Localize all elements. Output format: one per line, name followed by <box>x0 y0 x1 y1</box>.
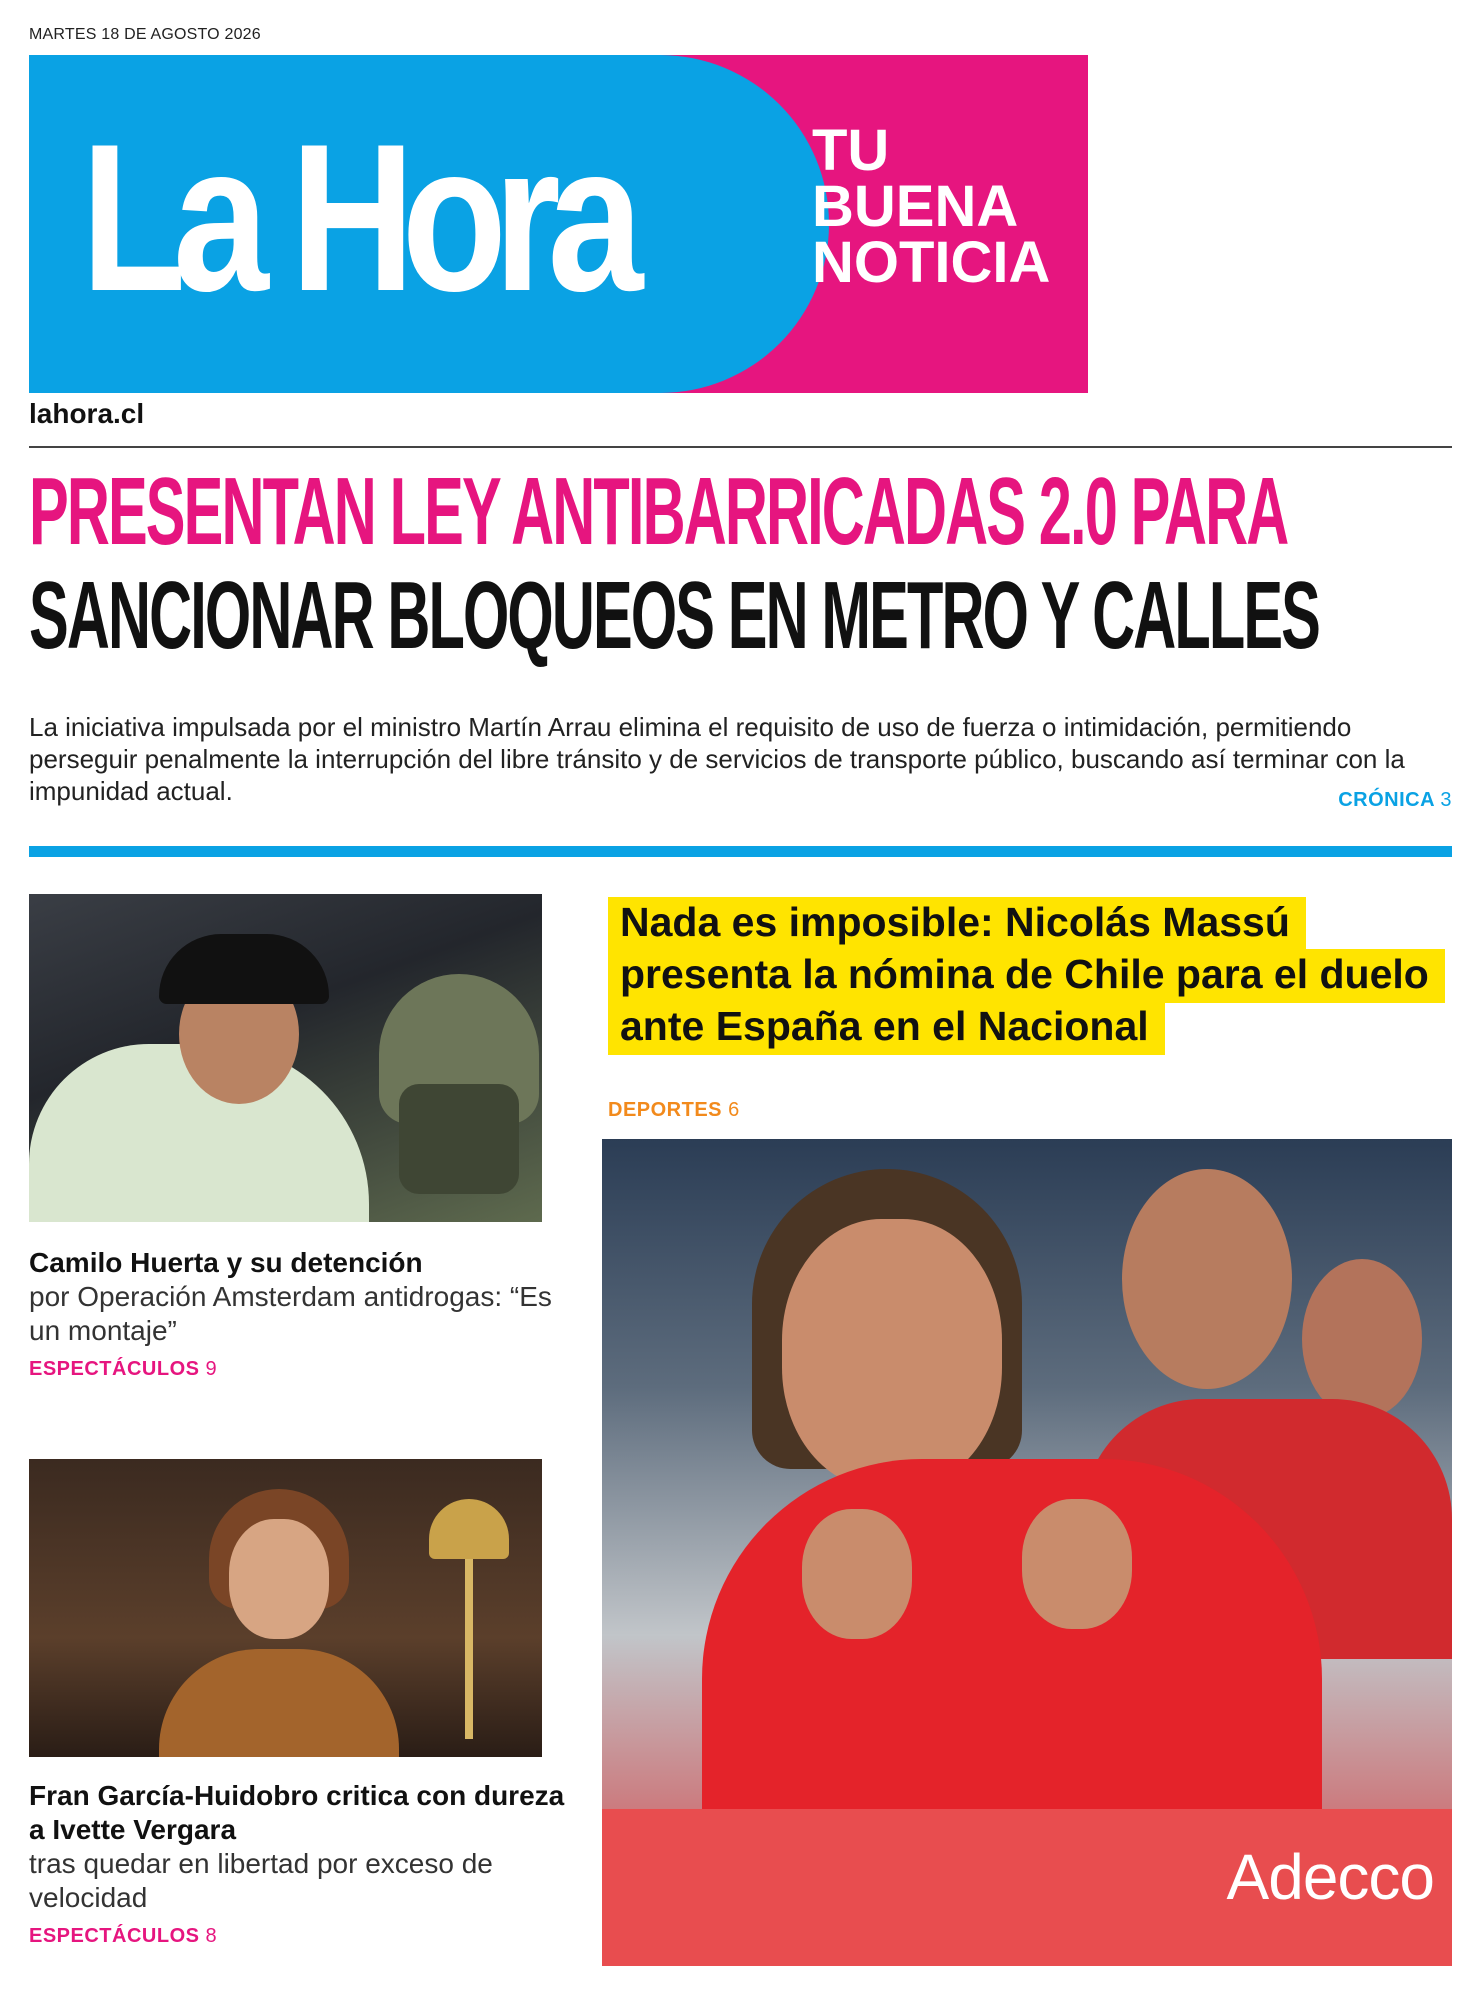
photo-figure <box>465 1559 473 1739</box>
photo-figure <box>782 1219 1002 1489</box>
story-2-subhead: tras quedar en libertad por exceso de velocidad <box>29 1848 493 1913</box>
section-name: ESPECTÁCULOS <box>29 1925 200 1947</box>
story-1-headline: Camilo Huerta y su detención <box>29 1247 423 1278</box>
issue-date: MARTES 18 DE AGOSTO 2026 <box>29 26 261 43</box>
page-number: 6 <box>728 1099 740 1121</box>
tagline <box>812 118 1051 295</box>
feature-headline[interactable] <box>608 896 1458 1052</box>
logo: La Hora <box>81 100 631 335</box>
story-2-photo[interactable] <box>29 1459 542 1757</box>
section-name: CRÓNICA <box>1338 789 1435 811</box>
page-number: 9 <box>205 1358 218 1380</box>
blue-divider <box>29 846 1452 857</box>
story-2-headline: Fran García-Huidobro critica con dureza a Ivette Vergara <box>29 1780 565 1845</box>
tagline-line-1: TU <box>812 118 890 183</box>
photo-figure <box>399 1084 519 1194</box>
story-1[interactable] <box>29 1246 569 1381</box>
main-headline[interactable] <box>29 460 1452 668</box>
tagline-line-3: NOTICIA <box>812 230 1051 295</box>
divider <box>29 446 1452 448</box>
photo-figure <box>159 1649 399 1757</box>
main-headline-line-2: SANCIONAR BLOQUEOS EN METRO Y CALLES <box>29 562 1319 669</box>
feature-headline-text: Nada es imposible: Nicolás Massú presenta la nómina de Chile para el duelo ante España en el Nacional <box>608 897 1445 1055</box>
photo-figure <box>1302 1259 1422 1419</box>
photo-figure <box>429 1499 509 1559</box>
main-lede: La iniciativa impulsada por el ministro Martín Arrau elimina el requisito de uso de fuerza o intimidación, permitiendo perseguir penalmente la interrupción del libre tránsito y de servicios de transporte público, buscando así terminar con la impunidad actual. <box>29 712 1405 806</box>
feature-photo[interactable] <box>602 1139 1452 1966</box>
section-name: DEPORTES <box>608 1099 723 1121</box>
story-1-photo[interactable] <box>29 894 542 1222</box>
story-1-section-ref[interactable] <box>29 1358 569 1381</box>
page-number: 3 <box>1440 789 1452 811</box>
story-2-section-ref[interactable] <box>29 1925 569 1948</box>
photo-brand-text: Adecco <box>1226 1841 1434 1913</box>
page-number: 8 <box>205 1925 218 1947</box>
site-link[interactable]: lahora.cl <box>29 398 145 429</box>
photo-figure <box>159 934 329 1004</box>
story-1-subhead: por Operación Amsterdam antidrogas: “Es un montaje” <box>29 1281 552 1346</box>
main-section-ref[interactable] <box>1338 789 1452 812</box>
photo-figure <box>229 1519 329 1639</box>
tagline-line-2: BUENA <box>812 174 1019 239</box>
main-headline-line-1: PRESENTAN LEY ANTIBARRICADAS 2.0 PARA <box>29 458 1288 565</box>
photo-figure <box>1022 1499 1132 1629</box>
photo-figure <box>1122 1169 1292 1389</box>
photo-figure <box>802 1509 912 1639</box>
masthead[interactable] <box>29 55 1088 393</box>
story-2[interactable] <box>29 1779 569 1948</box>
feature-section-ref[interactable] <box>608 1099 740 1122</box>
section-name: ESPECTÁCULOS <box>29 1358 200 1380</box>
